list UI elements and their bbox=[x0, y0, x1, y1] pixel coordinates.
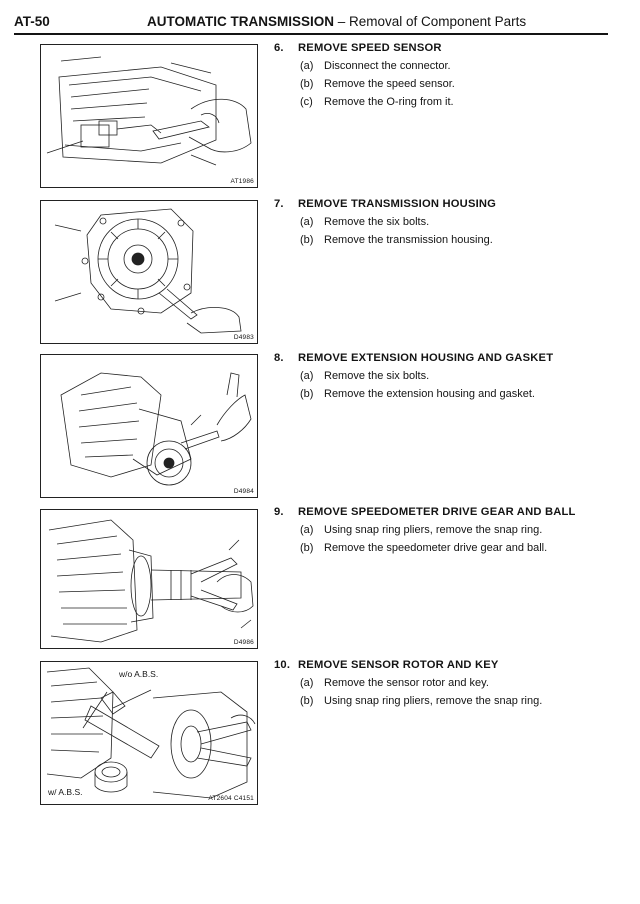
item-text: Remove the six bolts. bbox=[324, 370, 430, 382]
item-letter: (c) bbox=[300, 96, 313, 108]
step-title bbox=[274, 198, 604, 210]
step-item bbox=[274, 370, 604, 382]
step-remove-sensor-rotor bbox=[274, 659, 604, 707]
item-letter: (b) bbox=[300, 78, 314, 90]
section-title: AUTOMATIC TRANSMISSION bbox=[147, 14, 334, 29]
step-item bbox=[274, 695, 604, 707]
figure-speed-sensor bbox=[40, 44, 258, 188]
header-title bbox=[147, 14, 526, 29]
step-remove-extension-housing bbox=[274, 352, 604, 400]
step-number: 7. bbox=[274, 198, 284, 210]
item-letter: (b) bbox=[300, 234, 314, 246]
sensor-rotor-illustration bbox=[41, 662, 257, 804]
step-title bbox=[274, 659, 604, 671]
step-title-text: REMOVE SPEED SENSOR bbox=[298, 42, 442, 54]
step-title-text: REMOVE EXTENSION HOUSING AND GASKET bbox=[298, 352, 554, 364]
figure-extension-housing bbox=[40, 354, 258, 498]
extension-housing-illustration bbox=[41, 355, 257, 497]
step-item bbox=[274, 524, 604, 536]
step-title bbox=[274, 42, 604, 54]
item-letter: (a) bbox=[300, 370, 314, 382]
step-item bbox=[274, 234, 604, 246]
speed-sensor-illustration bbox=[41, 45, 257, 187]
step-title-text: REMOVE SPEEDOMETER DRIVE GEAR AND BALL bbox=[298, 506, 576, 518]
figure-transmission-housing bbox=[40, 200, 258, 344]
item-text: Remove the O-ring from it. bbox=[324, 96, 454, 108]
figure-code: AT1986 bbox=[230, 178, 254, 185]
page-header bbox=[14, 10, 608, 34]
step-title-text: REMOVE SENSOR ROTOR AND KEY bbox=[298, 659, 499, 671]
step-remove-speed-sensor bbox=[274, 42, 604, 108]
label-without-abs: w/o A.B.S. bbox=[119, 669, 159, 679]
figure-sensor-rotor bbox=[40, 661, 258, 805]
header-dash: – bbox=[334, 14, 350, 29]
figure-code: AT2604 C4151 bbox=[208, 795, 254, 802]
item-text: Using snap ring pliers, remove the snap ring. bbox=[324, 524, 543, 536]
figure-speedometer-gear bbox=[40, 509, 258, 649]
item-letter: (a) bbox=[300, 677, 314, 689]
step-item bbox=[274, 388, 604, 400]
item-letter: (a) bbox=[300, 524, 314, 536]
figure-code: D4983 bbox=[233, 334, 254, 341]
step-title bbox=[274, 506, 604, 518]
step-item bbox=[274, 542, 604, 554]
item-text: Remove the sensor rotor and key. bbox=[324, 677, 489, 689]
step-item bbox=[274, 78, 604, 90]
item-text: Remove the speedometer drive gear and ball. bbox=[324, 542, 548, 554]
item-text: Using snap ring pliers, remove the snap ring. bbox=[324, 695, 543, 707]
step-remove-speedometer-drive-gear bbox=[274, 506, 604, 554]
page-number: AT-50 bbox=[14, 14, 50, 29]
header-rule bbox=[14, 33, 608, 35]
header-subtitle: Removal of Component Parts bbox=[349, 14, 527, 29]
item-letter: (b) bbox=[300, 695, 314, 707]
step-remove-transmission-housing bbox=[274, 198, 604, 246]
figure-code: D4986 bbox=[233, 639, 254, 646]
label-with-abs: w/ A.B.S. bbox=[48, 787, 83, 797]
speedometer-gear-illustration bbox=[41, 510, 257, 648]
item-text: Remove the six bolts. bbox=[324, 216, 430, 228]
item-text: Disconnect the connector. bbox=[324, 60, 451, 72]
item-text: Remove the transmission housing. bbox=[324, 234, 493, 246]
step-number: 6. bbox=[274, 42, 284, 54]
figure-code: D4984 bbox=[233, 488, 254, 495]
step-number: 10. bbox=[274, 659, 291, 671]
step-number: 9. bbox=[274, 506, 284, 518]
item-text: Remove the speed sensor. bbox=[324, 78, 455, 90]
item-text: Remove the extension housing and gasket. bbox=[324, 388, 535, 400]
transmission-housing-illustration bbox=[41, 201, 257, 343]
item-letter: (a) bbox=[300, 216, 314, 228]
item-letter: (a) bbox=[300, 60, 314, 72]
step-number: 8. bbox=[274, 352, 284, 364]
step-title-text: REMOVE TRANSMISSION HOUSING bbox=[298, 198, 497, 210]
step-item bbox=[274, 216, 604, 228]
step-item bbox=[274, 677, 604, 689]
step-item bbox=[274, 60, 604, 72]
step-title bbox=[274, 352, 604, 364]
item-letter: (b) bbox=[300, 542, 314, 554]
item-letter: (b) bbox=[300, 388, 314, 400]
step-item bbox=[274, 96, 604, 108]
